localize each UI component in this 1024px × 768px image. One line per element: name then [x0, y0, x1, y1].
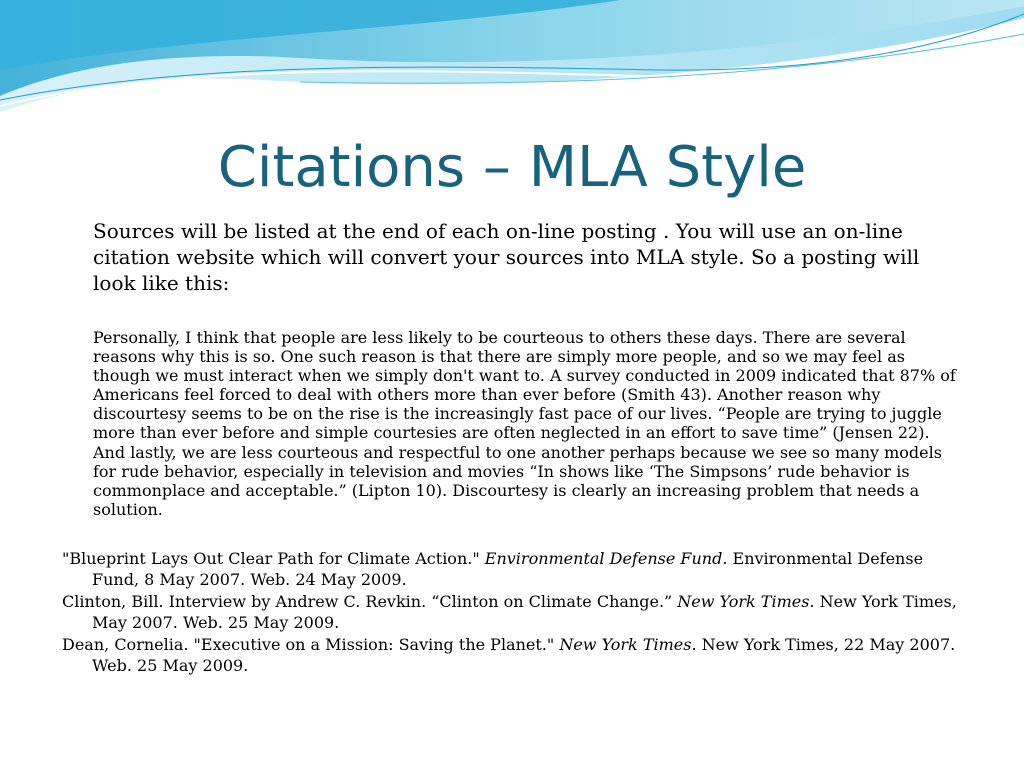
citation-source: New York Times [559, 635, 692, 654]
intro-paragraph: Sources will be listed at the end of each on-line posting . You will use an on-line citation website which will convert your sources into MLA style. So a posting will look like this: [93, 219, 920, 295]
citation-entry [62, 591, 967, 633]
citation-source: New York Times [677, 592, 810, 611]
citation-lead: Clinton, Bill. Interview by Andrew C. Revkin. “Clinton on Climate Change.” [62, 592, 678, 611]
citation-lead: Dean, Cornelia. "Executive on a Mission: Saving the Planet." [62, 635, 560, 654]
citation-details: . New York Times, 22 May 2007. Web. 25 May 2009. [92, 635, 956, 675]
header-wave-decoration [0, 0, 1024, 120]
citation-entry [62, 548, 967, 590]
works-cited-list [62, 548, 967, 677]
slide-title: Citations – MLA Style [217, 135, 807, 200]
citation-lead: "Blueprint Lays Out Clear Path for Climate Action." [62, 549, 485, 568]
citation-details: . New York Times, May 2007. Web. 25 May 2009. [92, 592, 957, 632]
citation-source: Environmental Defense Fund [484, 549, 723, 568]
citation-entry [62, 634, 967, 676]
sample-posting-paragraph: Personally, I think that people are less likely to be courteous to others these days. There are several reasons why this is so. One such reason is that there are simply more people, and so we may feel as though we must interact when we simply don't want to. A survey conducted in 2009 indicated that 87% of Americans feel forced to deal with others more than ever before (Smith 43). Another reason why discourtesy seems to be on the rise is the increasingly fast pace of our lives. “People are trying to juggle more than ever before and simple courtesies are often neglected in an effort to save time” (Jensen 22). And lastly, we are less courteous and respectful to one another perhaps because we see so many models for rude behavior, especially in television and movies “In shows like ‘The Simpsons’ rude behavior is commonplace and acceptable.” (Lipton 10). Discourtesy is clearly an increasing problem that needs a solution. [93, 328, 956, 519]
citation-details: . Environmental Defense Fund, 8 May 2007. Web. 24 May 2009. [92, 549, 924, 589]
